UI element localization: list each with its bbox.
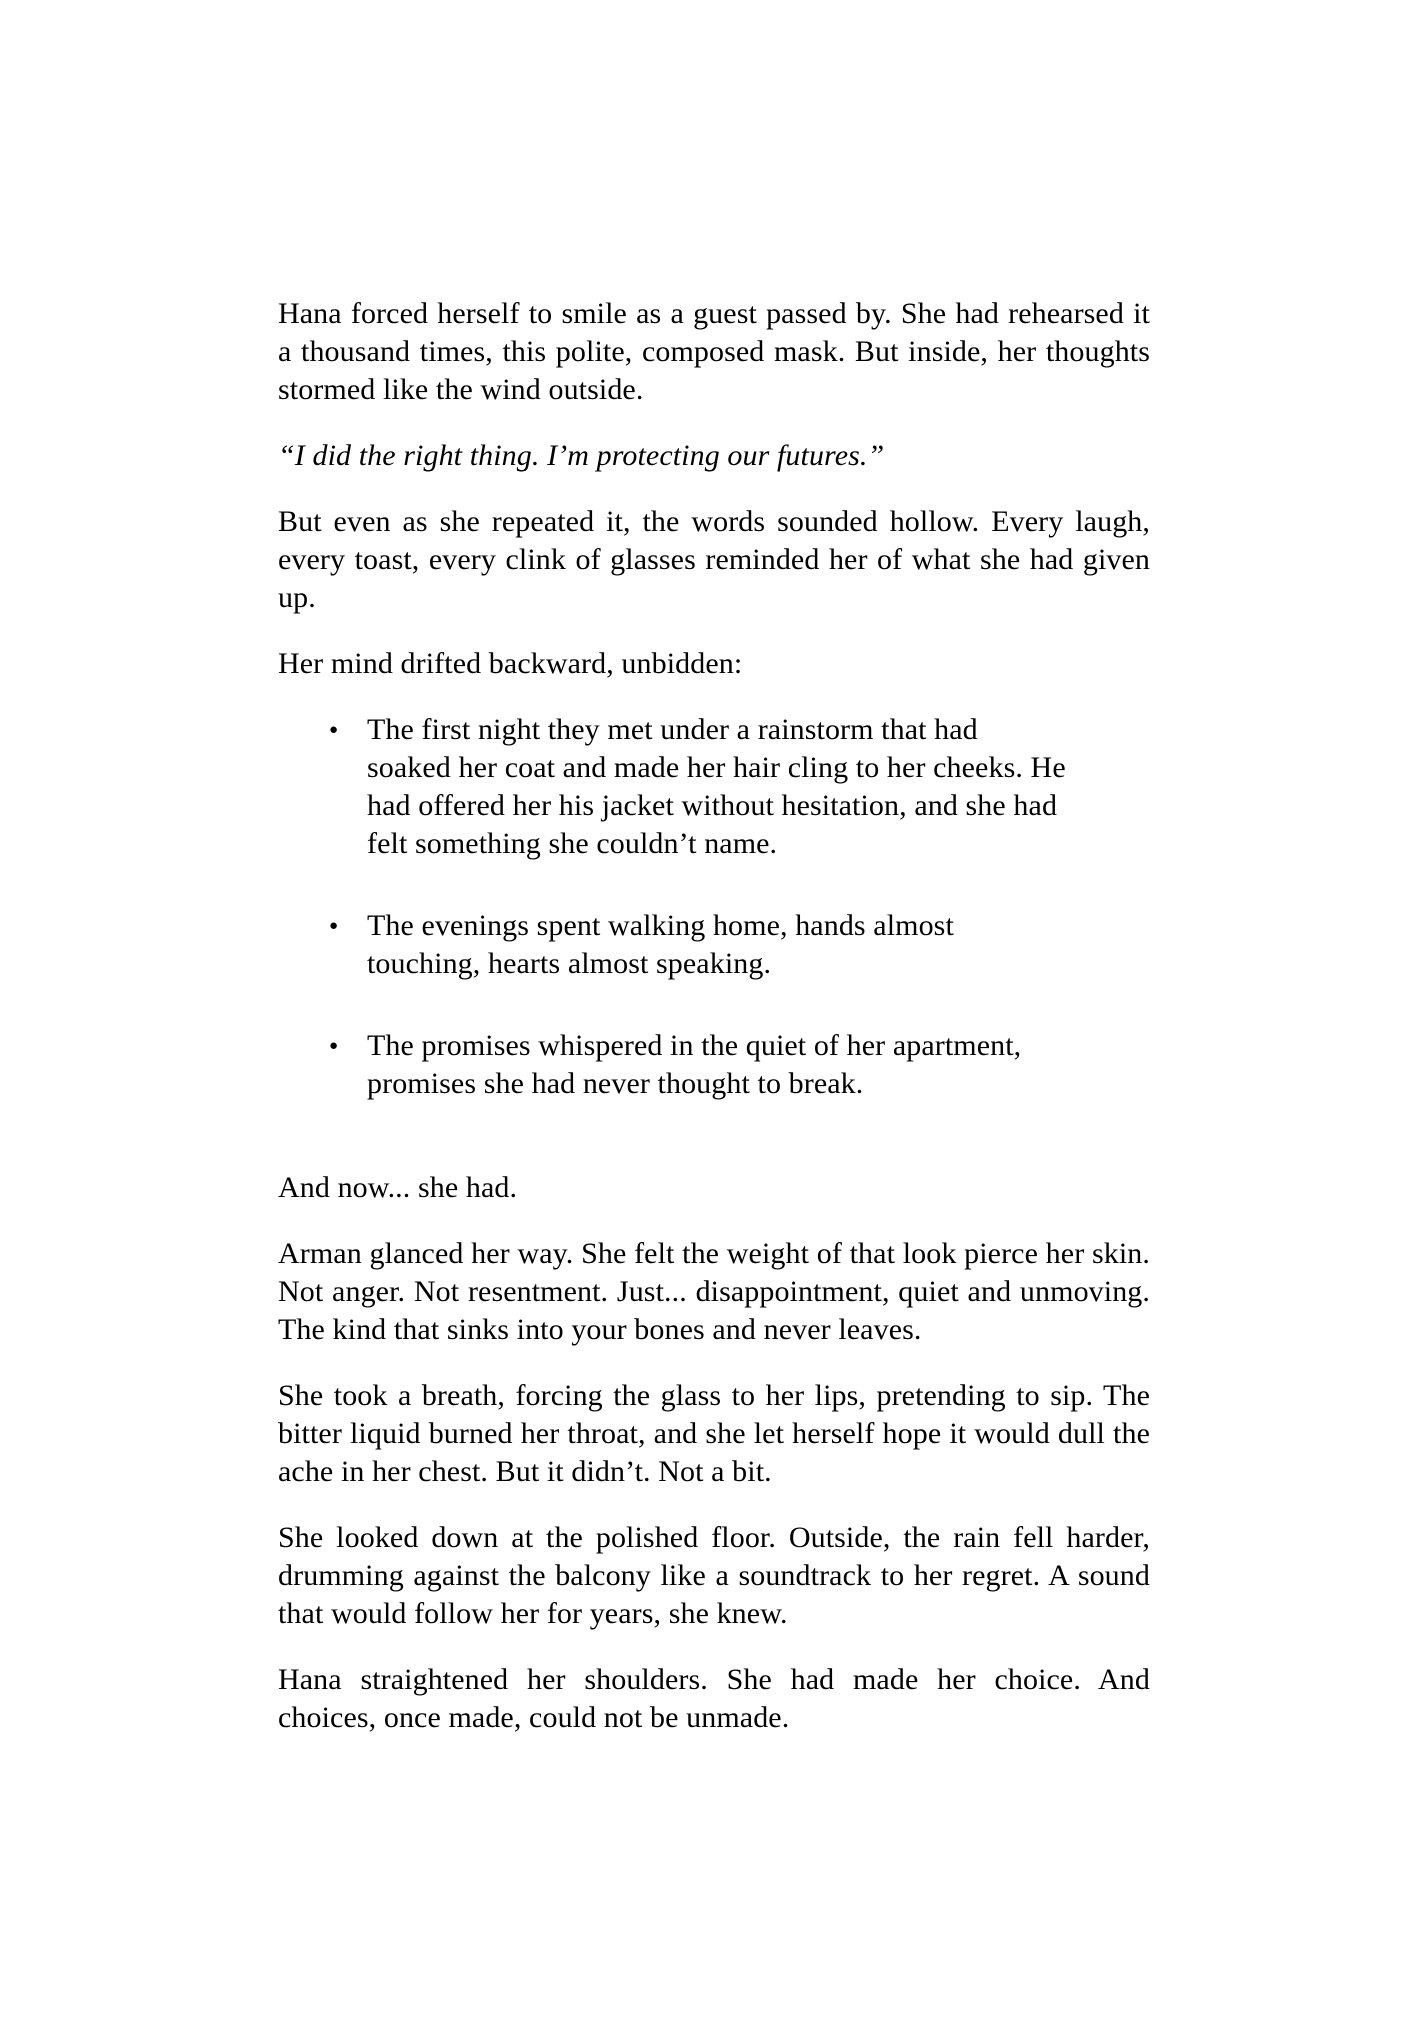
paragraph-closing: Hana straightened her shoulders. She had made her choice. And choices, once made, could not be unmade.	[278, 1663, 1150, 1734]
bullet-icon: ●	[329, 918, 339, 934]
bullet-icon: ●	[329, 722, 339, 738]
paragraph-arman: Arman glanced her way. She felt the weight of that look pierce her skin. Not anger. Not resentment. Just... disappointment, quiet and unmoving. The kind that sinks into your bones and never leaves.	[278, 1237, 1150, 1346]
paragraph-and-now: And now... she had.	[278, 1171, 518, 1204]
inner-monologue-text: “I did the right thing. I’m protecting our futures.”	[278, 439, 885, 472]
inner-monologue-quote	[278, 437, 1150, 475]
paragraph-lead-in: Her mind drifted backward, unbidden:	[278, 647, 743, 680]
list-item-text: The promises whispered in the quiet of her apartment, promises she had never thought to break.	[367, 1029, 1022, 1100]
list-item-text: The evenings spent walking home, hands almost touching, hearts almost speaking.	[367, 909, 954, 980]
memories-list	[278, 711, 1150, 1103]
list-item	[329, 711, 1150, 863]
list-item-text: The first night they met under a rainstorm that had soaked her coat and made her hair cling to her cheeks. He had offered her his jacket without hesitation, and she had felt something she couldn’t name.	[367, 713, 1066, 860]
bullet-icon: ●	[329, 1038, 339, 1054]
paragraph-opening: Hana forced herself to smile as a guest passed by. She had rehearsed it a thousand times, this polite, composed mask. But inside, her thoughts stormed like the wind outside.	[278, 297, 1150, 406]
paragraph-hollow: But even as she repeated it, the words sounded hollow. Every laugh, every toast, every clink of glasses reminded her of what she had given up.	[278, 505, 1150, 614]
text-column	[278, 295, 1150, 1737]
list-item	[329, 907, 1150, 983]
paragraph-floor: She looked down at the polished floor. Outside, the rain fell harder, drumming against the balcony like a soundtrack to her regret. A sound that would follow her for years, she knew.	[278, 1521, 1150, 1630]
paragraph-breath: She took a breath, forcing the glass to her lips, pretending to sip. The bitter liquid burned her throat, and she let herself hope it would dull the ache in her chest. But it didn’t. Not a bit.	[278, 1379, 1150, 1488]
list-item	[329, 1027, 1150, 1103]
